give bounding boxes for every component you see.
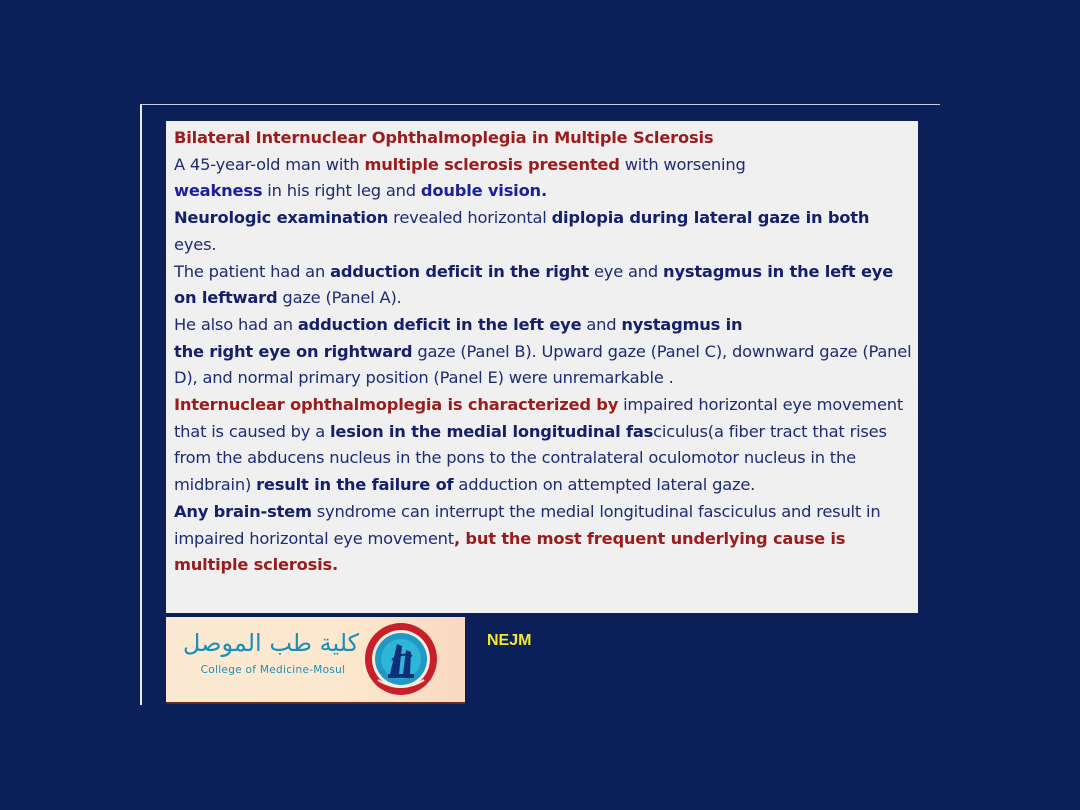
paragraph-ino-definition: Internuclear ophthalmoplegia is characterized by impaired horizontal eye movement that is caused by a lesion in the medial longitudinal fasciculus(a fiber tract that rises from the abducens nucleus in the pons to the contralateral oculomotor nucleus in the midbrain) result in the failure of adduction on attempted lateral gaze. (174, 395, 904, 495)
case-title (174, 125, 912, 152)
university-seal-icon (364, 622, 438, 696)
paragraph-panel-b: He also had an adduction deficit in the left eye and nystagmus in the right eye on rightward gaze (Panel B). Upward gaze (Panel C), downward gaze (Panel D), and normal primary position (Panel E) were unremarkable . (174, 314, 912, 388)
paragraph-presentation: A 45-year-old man with multiple sclerosis presented with worsening weakness in his right leg and double vision. (174, 154, 746, 201)
source-label: NEJM (487, 632, 532, 649)
college-logo (166, 617, 465, 702)
paragraph-exam: Neurologic examination revealed horizontal diplopia during lateral gaze in both eyes. (174, 208, 870, 254)
case-title-text: Bilateral Internuclear Ophthalmoplegia in Multiple Sclerosis (174, 128, 714, 147)
paragraph-cause: Any brain-stem syndrome can interrupt the medial longitudinal fasciculus and result in impaired horizontal eye movement, but the most frequent underlying cause is multiple sclerosis. (174, 501, 881, 575)
case-text-panel (166, 121, 918, 613)
slide-frame-left-line (140, 104, 142, 705)
logo-arabic-name: كلية طب الموصل (182, 629, 360, 657)
slide-frame-top-line (140, 104, 940, 105)
paragraph-panel-a: The patient had an adduction deficit in the right eye and nystagmus in the left eye on leftward gaze (Panel A). (174, 261, 894, 308)
logo-english-name: College of Medicine-Mosul (200, 664, 346, 676)
